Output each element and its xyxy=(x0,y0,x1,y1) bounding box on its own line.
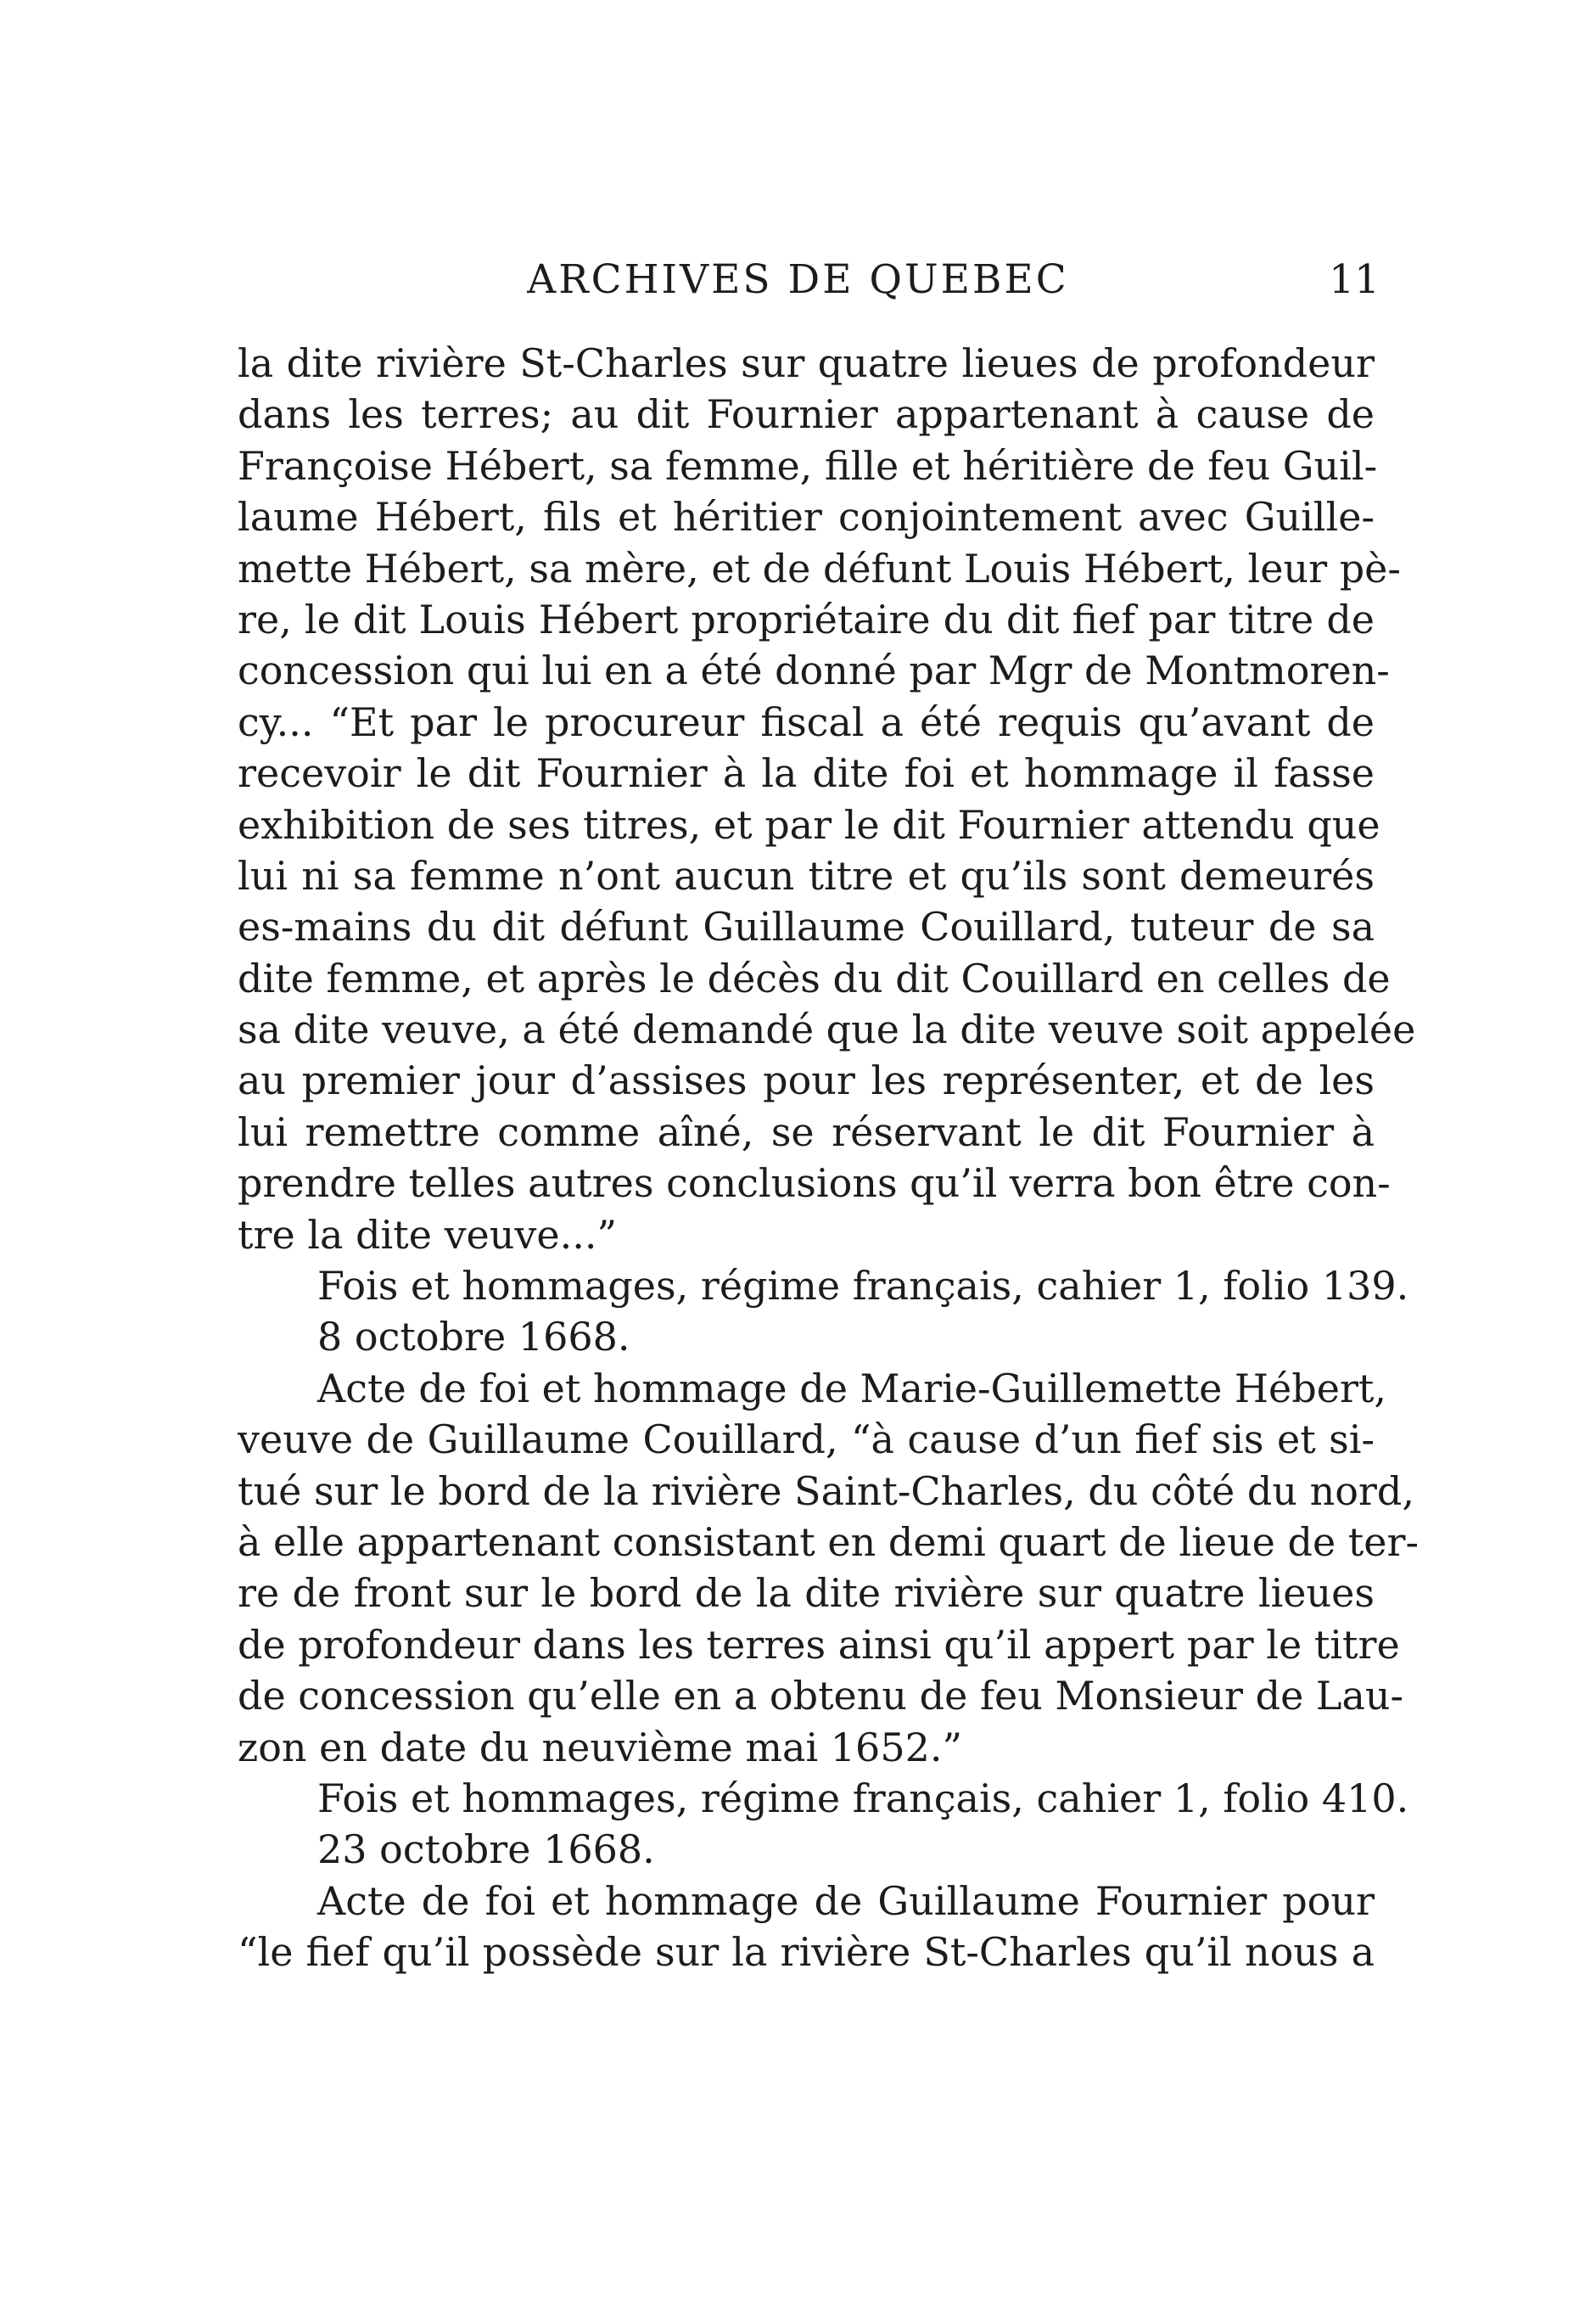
text-line: au premier jour d’assises pour les représenter, et de les xyxy=(238,1057,1375,1104)
text-line: de concession qu’elle en a obtenu de feu Monsieur de Lau- xyxy=(238,1673,1404,1719)
text-line: “le fief qu’il possède sur la rivière St-Charles qu’il nous a xyxy=(238,1929,1375,1976)
source-citation: Fois et hommages, régime français, cahier 1, folio 139. xyxy=(317,1263,1409,1310)
text-line: à elle appartenant consistant en demi quart de lieue de ter- xyxy=(238,1518,1420,1565)
text-line: mette Hébert, sa mère, et de défunt Louis Hébert, leur pè- xyxy=(238,545,1401,592)
text-line: dans les terres; au dit Fournier appartenant à cause de xyxy=(238,391,1375,438)
text-line: exhibition de ses titres, et par le dit Fournier attendu que xyxy=(238,801,1380,848)
text-line: laume Hébert, fils et héritier conjointement avec Guille- xyxy=(238,494,1375,541)
body-text xyxy=(238,338,1420,1978)
text-line: recevoir le dit Fournier à la dite foi et hommage il fasse xyxy=(238,750,1375,797)
source-citation: Fois et hommages, régime français, cahier 1, folio 410. xyxy=(317,1775,1409,1821)
text-line: dite femme, et après le décès du dit Couillard en celles de xyxy=(238,955,1391,1001)
text-line: sa dite veuve, a été demandé que la dite veuve soit appelée xyxy=(238,1007,1416,1053)
text-line: concession qui lui en a été donné par Mgr de Montmoren- xyxy=(238,648,1390,694)
text-line: lui ni sa femme n’ont aucun titre et qu’ils sont demeurés xyxy=(238,852,1375,899)
text-line: Françoise Hébert, sa femme, fille et héritière de feu Guil- xyxy=(238,442,1378,489)
text-line: Acte de foi et hommage de Guillaume Fournier pour xyxy=(317,1877,1375,1924)
text-line: de profondeur dans les terres ainsi qu’il appert par le titre xyxy=(238,1621,1400,1668)
entry-date: 23 octobre 1668. xyxy=(317,1826,655,1873)
page-number: 11 xyxy=(1329,256,1380,303)
text-line: prendre telles autres conclusions qu’il verra bon être con- xyxy=(238,1160,1391,1207)
running-title: ARCHIVES DE QUEBEC xyxy=(527,256,1069,303)
running-header xyxy=(0,250,1596,310)
text-line: tre la dite veuve...” xyxy=(238,1211,617,1258)
text-line: Acte de foi et hommage de Marie-Guillemette Hébert, xyxy=(317,1365,1387,1411)
text-line: cy... “Et par le procureur fiscal a été requis qu’avant de xyxy=(238,698,1375,745)
text-line: es-mains du dit défunt Guillaume Couillard, tuteur de sa xyxy=(238,904,1375,951)
text-line: la dite rivière St-Charles sur quatre lieues de profondeur xyxy=(238,340,1375,386)
text-line: re de front sur le bord de la dite rivière sur quatre lieues xyxy=(238,1570,1375,1617)
text-line: zon en date du neuvième mai 1652.” xyxy=(238,1724,962,1770)
text-line: tué sur le bord de la rivière Saint-Charles, du côté du nord, xyxy=(238,1467,1414,1514)
text-line: lui remettre comme aîné, se réservant le dit Fournier à xyxy=(238,1108,1375,1155)
text-line: re, le dit Louis Hébert propriétaire du dit fief par titre de xyxy=(238,596,1375,642)
entry-date: 8 octobre 1668. xyxy=(317,1314,630,1360)
text-line: veuve de Guillaume Couillard, “à cause d’un fief sis et si- xyxy=(238,1416,1375,1463)
